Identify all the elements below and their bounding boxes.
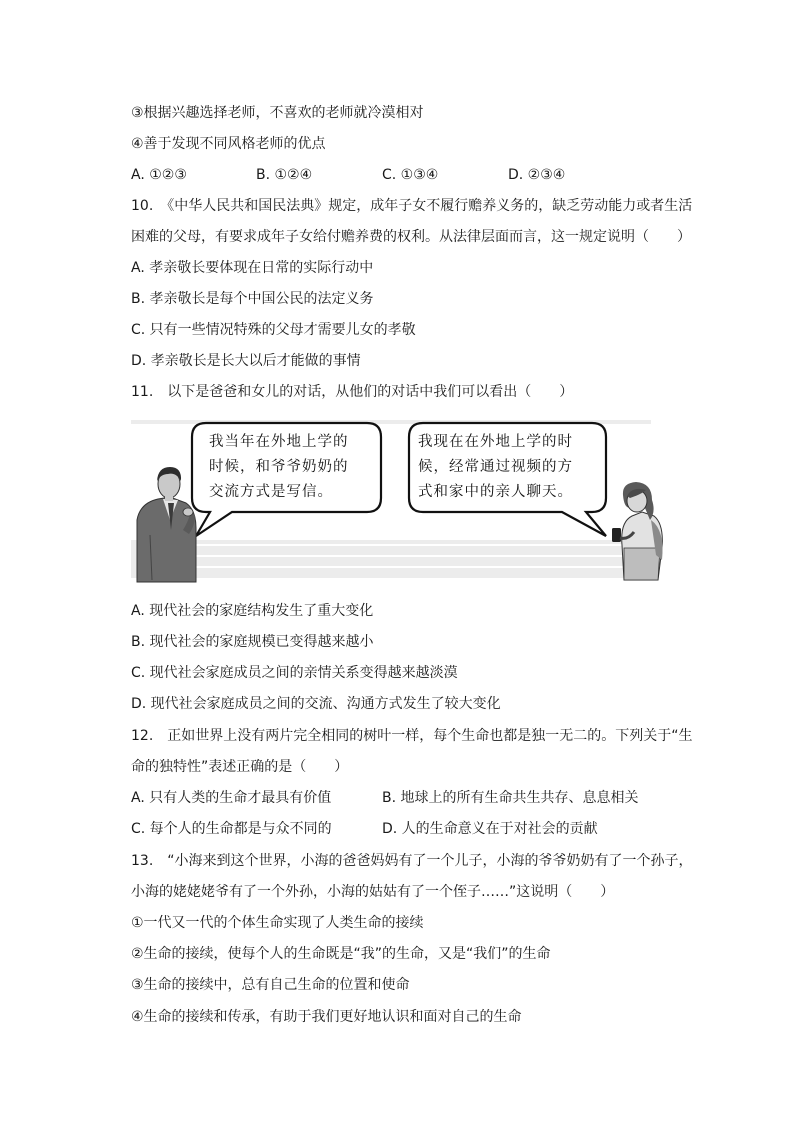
q11-option-b: B. 现代社会的家庭规模已变得越来越小 (131, 634, 374, 650)
q12-option-a: A. 只有人类的生命才最具有价值 (131, 790, 332, 806)
q13-stem-line-1: 13. “小海来到这个世界，小海的爸爸妈妈有了一个儿子，小海的爷爷奶奶有了一个孙子， (131, 853, 693, 869)
q12-stem-line-2: 命的独特性”表述正确的是（ ） (131, 759, 349, 775)
q11-option-d: D. 现代社会家庭成员之间的交流、沟通方式发生了较大变化 (131, 696, 501, 712)
q12-stem-line-1: 12. 正如世界上没有两片完全相同的树叶一样，每个生命也都是独一无二的。下列关于“生 (131, 728, 693, 744)
father-figure (137, 467, 196, 582)
q9-option-c: C. ①③④ (382, 167, 439, 183)
q13-item-1: ①一代又一代的个体生命实现了人类生命的接续 (131, 915, 424, 931)
q12-option-d: D. 人的生命意义在于对社会的贡献 (382, 821, 598, 837)
q13-item-2: ②生命的接续，使每个人的生命既是“我”的生命，又是“我们”的生命 (131, 946, 551, 962)
q10-option-a: A. 孝亲敬长要体现在日常的实际行动中 (131, 260, 374, 276)
dad-speech-line-2: 时候，和爷爷奶奶的 (209, 459, 349, 475)
q9-option-b: B. ①②④ (256, 167, 313, 183)
q9-item-4: ④善于发现不同风格老师的优点 (131, 136, 326, 152)
q10-option-d: D. 孝亲敬长是长大以后才能做的事情 (131, 353, 361, 369)
daughter-speech-line-2: 候，经常通过视频的方 (418, 459, 573, 475)
q9-option-a: A. ①②③ (131, 167, 187, 183)
q12-option-c: C. 每个人的生命都是与众不同的 (131, 821, 332, 837)
q11-option-a: A. 现代社会的家庭结构发生了重大变化 (131, 603, 374, 619)
q9-item-3: ③根据兴趣选择老师，不喜欢的老师就冷漠相对 (131, 105, 424, 121)
dad-speech-line-1: 我当年在外地上学的 (209, 434, 349, 450)
daughter-speech-line-3: 式和家中的亲人聊天。 (418, 484, 573, 500)
q12-option-b: B. 地球上的所有生命共生共存、息息相关 (382, 790, 639, 806)
q10-option-c: C. 只有一些情况特殊的父母才需要儿女的孝敬 (131, 322, 416, 338)
daughter-speech-text (418, 430, 573, 505)
q10-stem-line-2: 困难的父母，有要求成年子女给付赡养费的权利。从法律层面而言，这一规定说明（ ） (131, 229, 691, 245)
daughter-speech-line-1: 我现在在外地上学的时 (418, 434, 573, 450)
q10-stem-line-1: 10. 《中华人民共和国民法典》规定，成年子女不履行赡养义务的，缺乏劳动能力或者生活 (131, 198, 693, 214)
dad-speech-line-3: 交流方式是写信。 (209, 484, 333, 500)
dad-speech-text (209, 430, 349, 505)
q13-item-4: ④生命的接续和传承，有助于我们更好地认识和面对自己的生命 (131, 1009, 522, 1025)
q9-option-d: D. ②③④ (508, 167, 566, 183)
q13-item-3: ③生命的接续中，总有自己生命的位置和使命 (131, 977, 410, 993)
q11-option-c: C. 现代社会家庭成员之间的亲情关系变得越来越淡漠 (131, 665, 458, 681)
q13-stem-line-2: 小海的姥姥姥爷有了一个外孙，小海的姑姑有了一个侄子……”这说明（ ） (131, 884, 615, 900)
q11-stem: 11. 以下是爸爸和女儿的对话，从他们的对话中我们可以看出（ ） (131, 384, 574, 400)
q10-option-b: B. 孝亲敬长是每个中国公民的法定义务 (131, 291, 374, 307)
